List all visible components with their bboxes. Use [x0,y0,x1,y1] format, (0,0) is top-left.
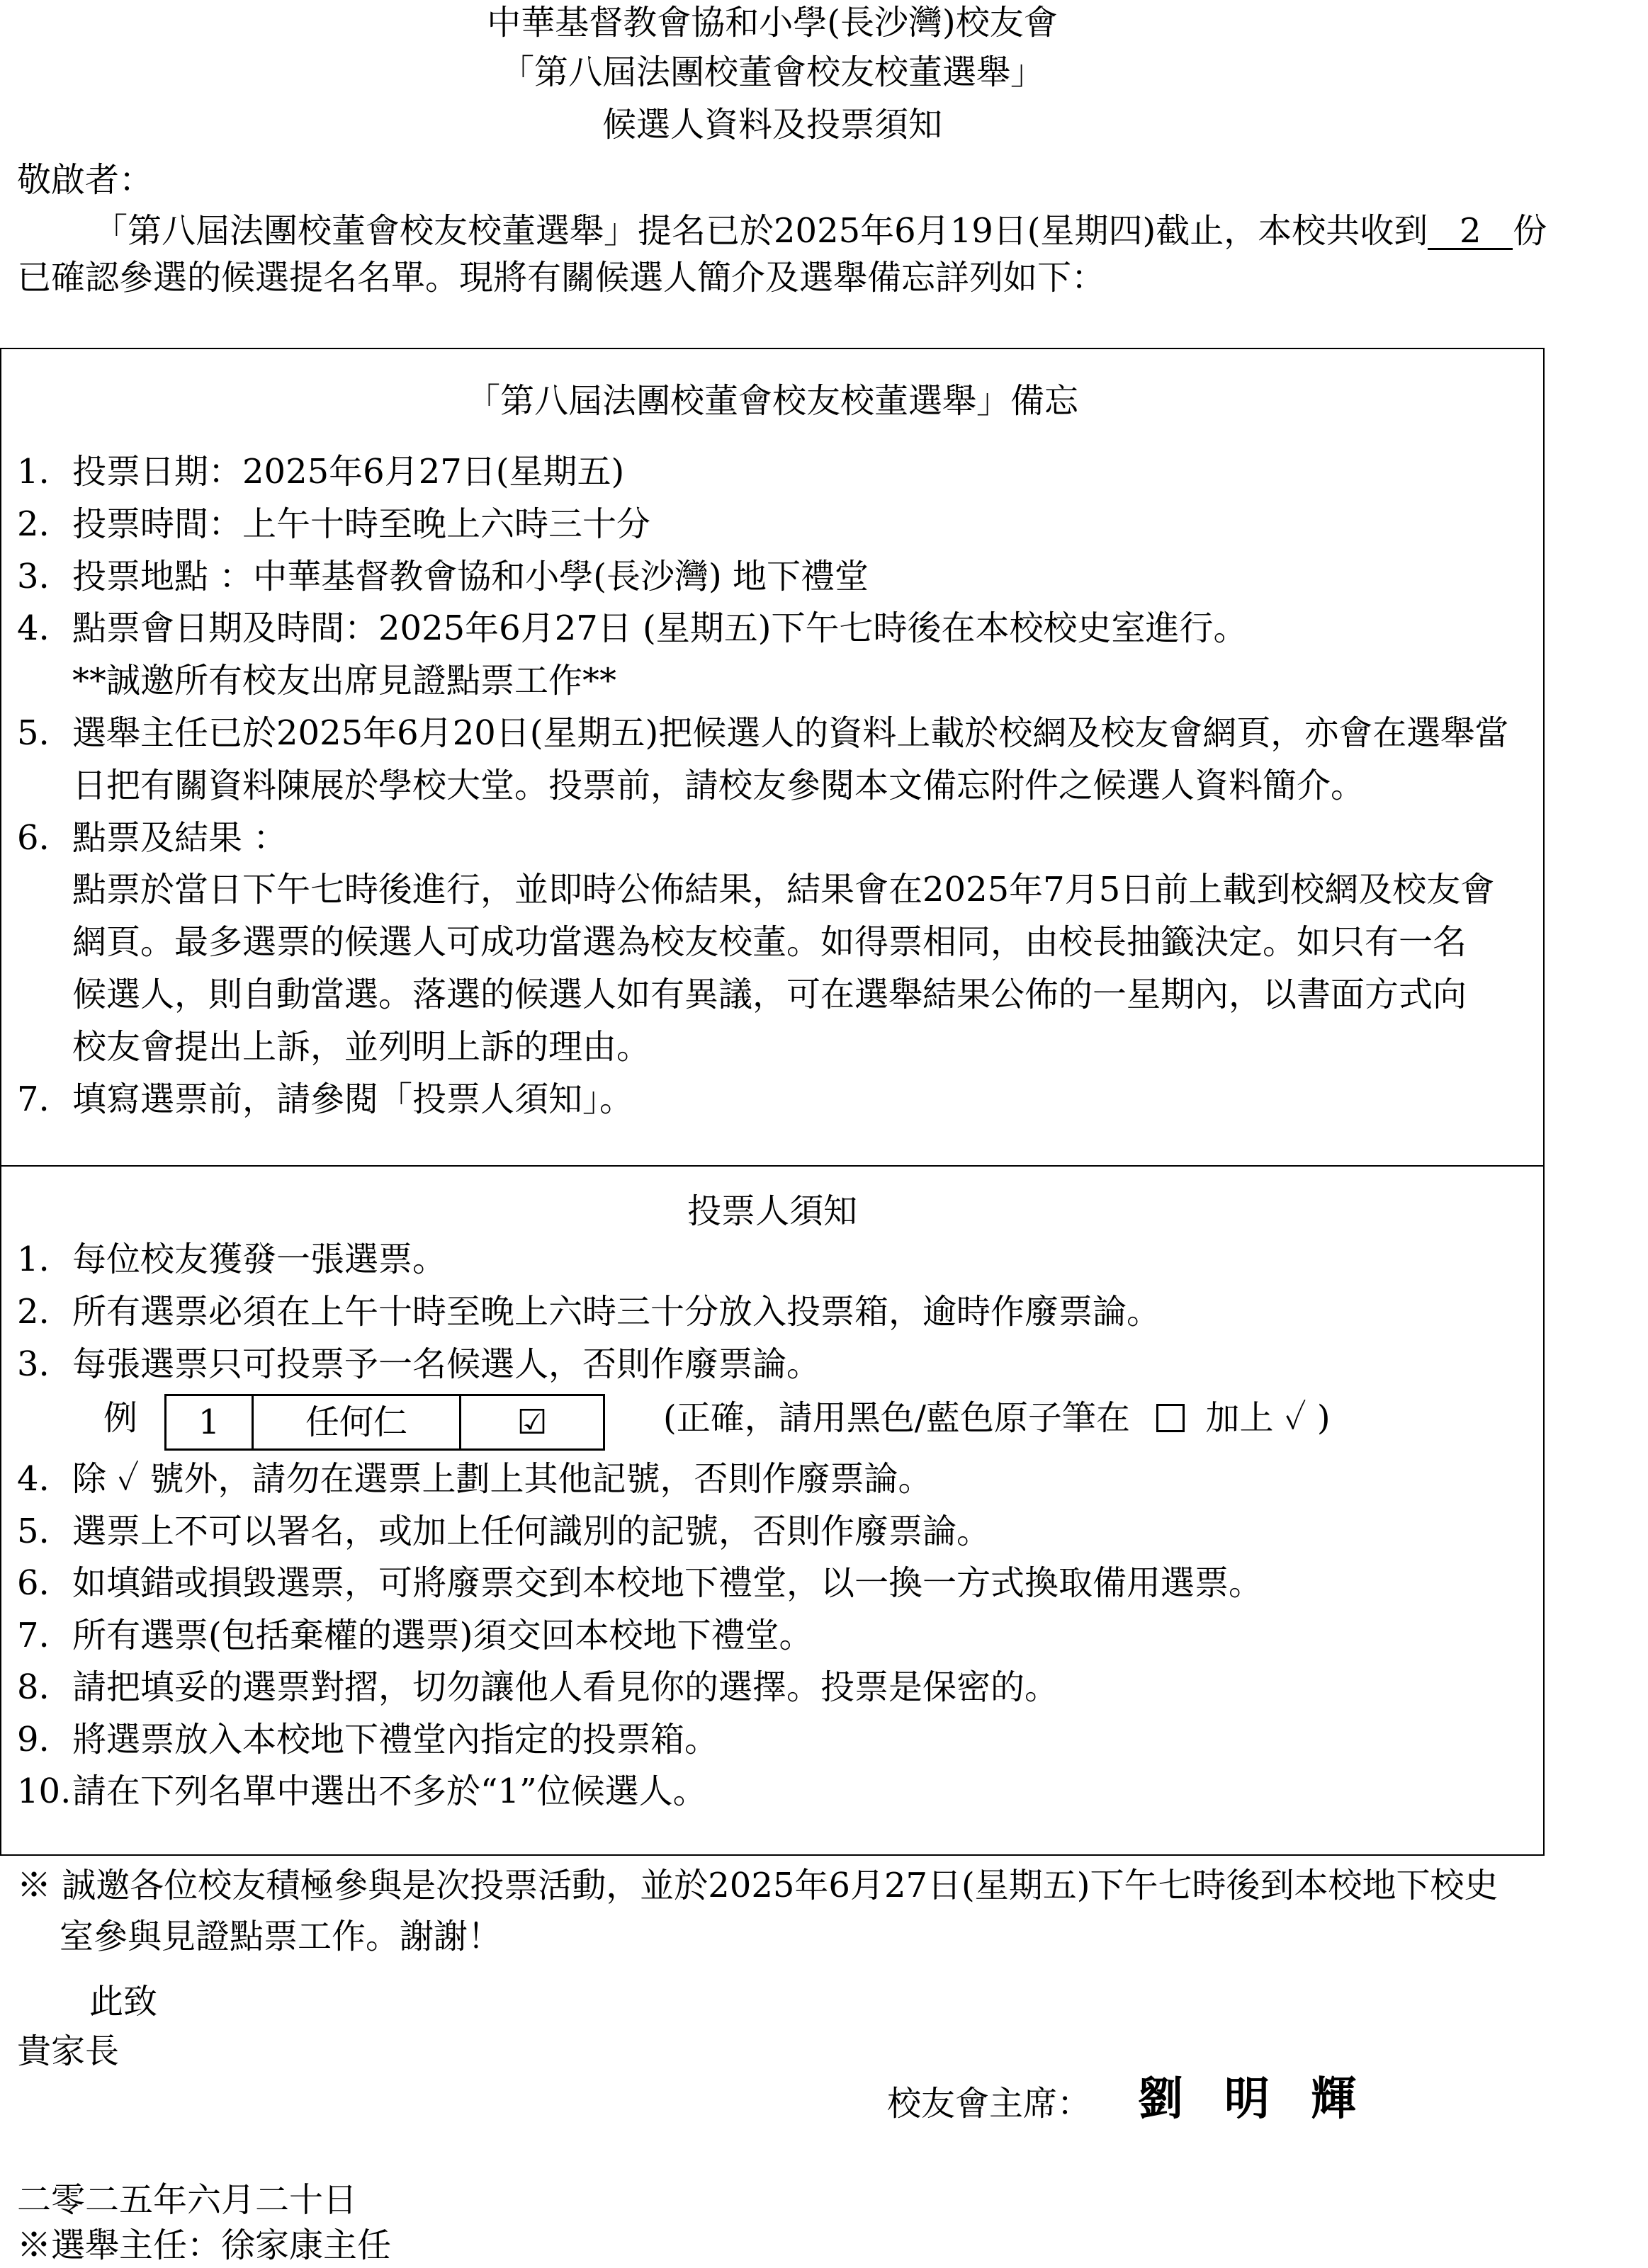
intro-text: 「第八屆法團校董會校友校董選舉」提名已於2025年6月19日(星期四)截止，本校共收到 [94,211,1428,251]
list-item-text: 候選人，則自動當選。落選的候選人如有異議，可在選舉結果公佈的一星期內，以書面方式向 [72,975,1467,1014]
list-item-number: 10. [17,1771,72,1811]
intro-text-suffix: 份 [1513,211,1547,251]
list-item [17,1078,633,1121]
list-item [17,1562,1263,1604]
list-item-text: 如填錯或損毀選票，可將廢票交到本校地下禮堂，以一換一方式換取備用選票。 [72,1563,1263,1603]
list-item-number: 5. [17,1511,50,1551]
list-item-number: 1. [17,1240,50,1279]
list-item-number: 2. [17,1292,50,1332]
recipient: 貴家長 [17,2031,120,2071]
list-item-text: 請把填妥的選票對摺，切勿讓他人看見你的選擇。投票是保密的。 [72,1667,1059,1707]
list-item-text: 點票會日期及時間：2025年6月27日 (星期五)下午七時後在本校校史室進行。 [72,608,1248,649]
list-item [17,1666,1059,1708]
list-item-text: 投票地點 ：中華基督教會協和小學(長沙灣) 地下禮堂 [72,556,869,596]
invitation-line2: 室參與見證點票工作。謝謝！ [60,1917,502,1956]
list-item [17,712,1508,754]
list-item-text: **誠邀所有校友出席見證點票工作** [72,661,617,701]
list-item-number: 4. [17,608,50,649]
example-note-middle: 加上 [1205,1398,1274,1438]
list-item-text: 投票日期：2025年6月27日(星期五) [72,452,625,492]
list-item-text: 填寫選票前，請參閱「投票人須知」。 [72,1079,634,1119]
list-item [17,973,1467,1016]
list-item-text: 選舉主任已於2025年6月20日(星期五)把候選人的資料上載於校網及校友會網頁，亦會在選舉當 [72,713,1509,753]
list-item-text: 選票上不可以署名，或加上任何識別的記號，否則作廢票論。 [72,1511,991,1551]
list-item [17,1343,820,1385]
list-item-text: 投票時間：上午十時至晚上六時三十分 [72,504,651,544]
list-item [17,450,624,493]
example-checked-box-icon: ☑ [461,1395,604,1450]
greeting: 敬啟者： [17,160,154,200]
election-officer: ※選舉主任：徐家康主任 [17,2226,392,2265]
list-item [17,1458,932,1500]
salutation: 此致 [89,1982,158,2022]
list-item-number: 6. [17,817,50,858]
list-item-text: 將選票放入本校地下禮堂內指定的投票箱。 [72,1719,719,1759]
intro-paragraph-line2: 已確認參選的候選提名名單。現將有關候選人簡介及選舉備忘詳列如下： [17,258,1106,297]
chair-signature-name: 劉明輝 [1138,2073,1397,2126]
list-item [17,764,1365,807]
example-note-text: (正確，請用黑色/藍色原子筆在 [663,1398,1130,1438]
list-item-text: 請在下列名單中選出不多於“1”位候選人。 [72,1771,707,1811]
list-item-number: 4. [17,1459,50,1499]
list-item-number: 6. [17,1563,50,1603]
list-item-text: 點票於當日下午七時後進行，並即時公佈結果，結果會在2025年7月5日前上載到校網及校友會 [72,870,1495,910]
list-item-text: 日把有關資料陳展於學校大堂。投票前，請校友參閱本文備忘附件之候選人資料簡介。 [72,765,1365,805]
list-item-number: 5. [17,713,50,753]
list-item [17,607,1248,650]
list-item [17,1770,707,1813]
list-item-number: 3. [17,556,50,596]
list-item-number: 7. [17,1615,50,1655]
list-item-number: 9. [17,1719,50,1759]
list-item-text: 網頁。最多選票的候選人可成功當選為校友校董。如得票相同，由校長抽籤決定。如只有一名 [72,922,1467,963]
list-item-number: 7. [17,1079,50,1119]
memo-title: 「第八屆法團校董會校友校董選舉」備忘 [465,381,1078,421]
nomination-count: 2 [1428,214,1513,250]
document-subtitle: 候選人資料及投票須知 [602,105,942,144]
list-item-number: 1. [17,452,50,492]
list-item-text: 校友會提出上訴，並列明上訴的理由。 [72,1026,651,1067]
example-ballot [164,1394,605,1451]
list-item-number: 2. [17,504,50,544]
list-item [17,555,869,598]
example-candidate-number: 1 [166,1395,253,1450]
list-item [17,1718,718,1761]
list-item-number: 8. [17,1667,50,1707]
chair-label: 校友會主席： [887,2084,1092,2124]
list-item [17,503,650,545]
list-item-text: 除 ✓ 號外，請勿在選票上劃上其他記號，否則作廢票論。 [72,1459,932,1499]
issue-date: 二零二五年六月二十日 [17,2180,358,2220]
list-item [17,1510,991,1553]
org-name: 中華基督教會協和小學(長沙灣)校友會 [487,3,1058,42]
example-candidate-name: 任何仁 [253,1395,461,1450]
election-title: 「第八屆法團校董會校友校董選舉」 [500,52,1044,92]
list-item [17,817,287,859]
example-note-end: ✓ ) [1284,1398,1331,1438]
list-item-text: 點票及結果 ： [72,817,288,858]
example-note [663,1397,1331,1439]
invitation-line1: ※ 誠邀各位校友積極參與是次投票活動，並於2025年6月27日(星期五)下午七時後到本校地下校史 [17,1866,1499,1905]
example-label: 例 [103,1398,138,1438]
voter-instructions-title: 投票人須知 [687,1191,857,1231]
empty-box-icon [1156,1404,1185,1432]
list-item-text: 每位校友獲發一張選票。 [72,1240,447,1279]
list-item [17,1026,650,1068]
list-item [17,921,1467,963]
list-item-text: 每張選票只可投票予一名候選人，否則作廢票論。 [72,1344,821,1384]
list-item [17,1291,1161,1333]
list-item [17,1238,446,1281]
list-item-number: 3. [17,1344,50,1384]
list-item-text: 所有選票(包括棄權的選票)須交回本校地下禮堂。 [72,1615,813,1655]
list-item [17,1614,813,1657]
list-item [17,659,616,702]
intro-paragraph-line1 [94,210,1547,252]
list-item-text: 所有選票必須在上午十時至晚上六時三十分放入投票箱，逾時作廢票論。 [72,1292,1161,1332]
list-item [17,868,1494,911]
